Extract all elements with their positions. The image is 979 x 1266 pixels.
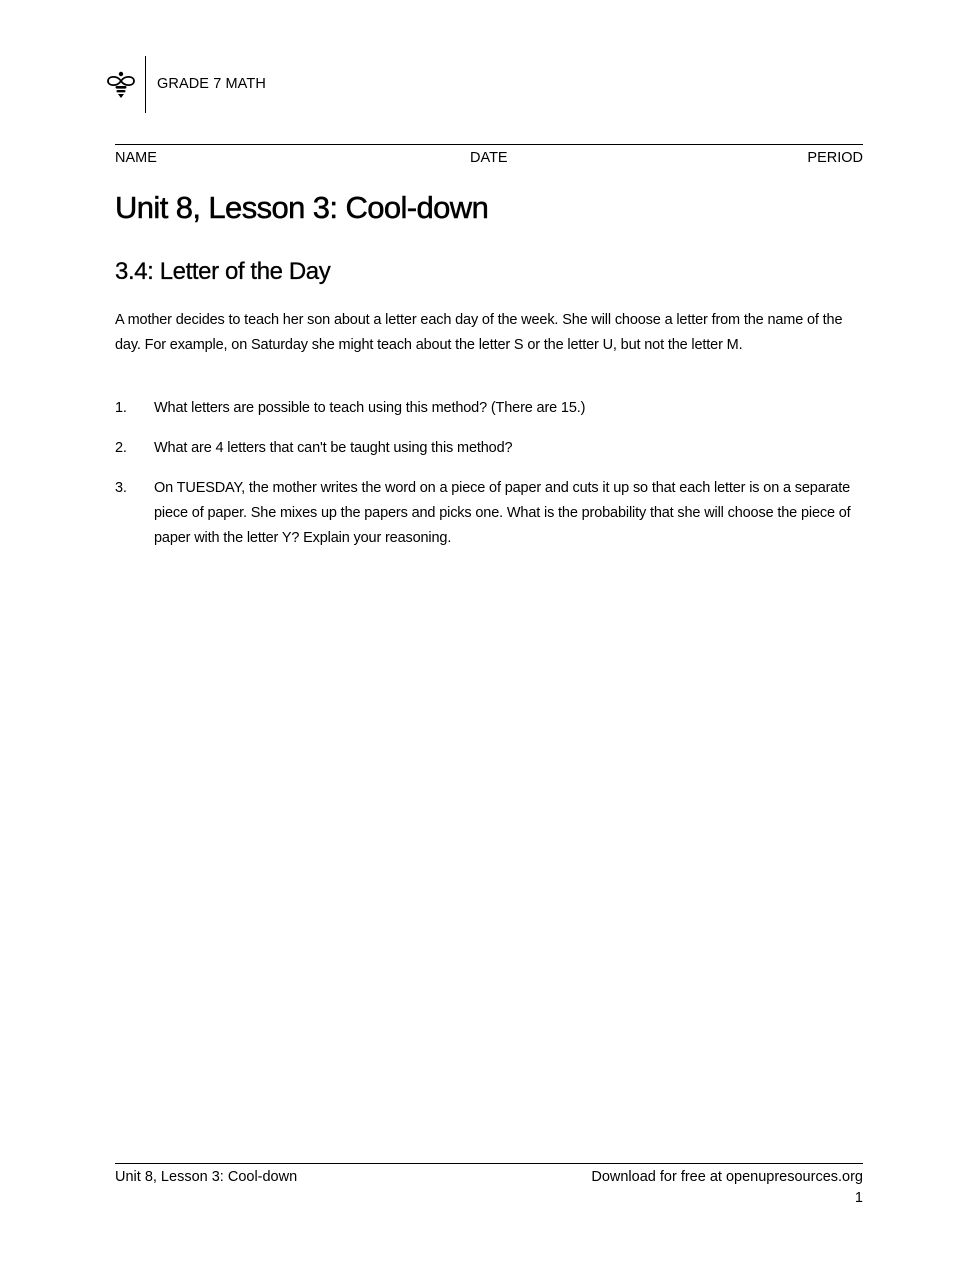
date-label: DATE: [470, 150, 508, 166]
question-number: 3.: [115, 480, 127, 496]
question-text: On TUESDAY, the mother writes the word on a piece of paper and cuts it up so that each letter is on a separate piece of paper. She mixes up the papers and picks one. What is the probability that she will choose the piece of paper with the letter Y? Explain your reasoning.: [154, 480, 851, 546]
question-number: 1.: [115, 400, 127, 416]
footer-divider: [115, 1163, 863, 1164]
page-header: [105, 56, 266, 113]
question-text: What are 4 letters that can't be taught using this method?: [154, 440, 513, 456]
header-divider: [145, 56, 146, 113]
section-title: 3.4: Letter of the Day: [115, 258, 331, 285]
footer-lesson-title: Unit 8, Lesson 3: Cool-down: [115, 1169, 298, 1185]
page-footer: [115, 1167, 863, 1209]
page-title: Unit 8, Lesson 3: Cool-down: [115, 190, 489, 225]
name-label: NAME: [115, 150, 157, 166]
student-info-row: [115, 150, 863, 166]
question-item: [115, 396, 865, 421]
question-item: [115, 436, 865, 461]
question-list: [115, 396, 865, 566]
question-number: 2.: [115, 440, 127, 456]
intro-paragraph: A mother decides to teach her son about a letter each day of the week. She will choose a letter from the name of the day. For example, on Saturday she might teach about the letter S or the letter U, but not the letter M.: [115, 312, 843, 353]
name-line-divider: [115, 144, 863, 145]
question-text: What letters are possible to teach using this method? (There are 15.): [154, 400, 586, 416]
page-number: 1: [854, 1190, 863, 1206]
period-label: PERIOD: [807, 150, 863, 166]
question-item: [115, 476, 865, 551]
bee-icon: [105, 69, 137, 101]
footer-download-link[interactable]: Download for free at openupresources.org: [591, 1169, 863, 1185]
course-title: GRADE 7 MATH: [157, 75, 266, 92]
